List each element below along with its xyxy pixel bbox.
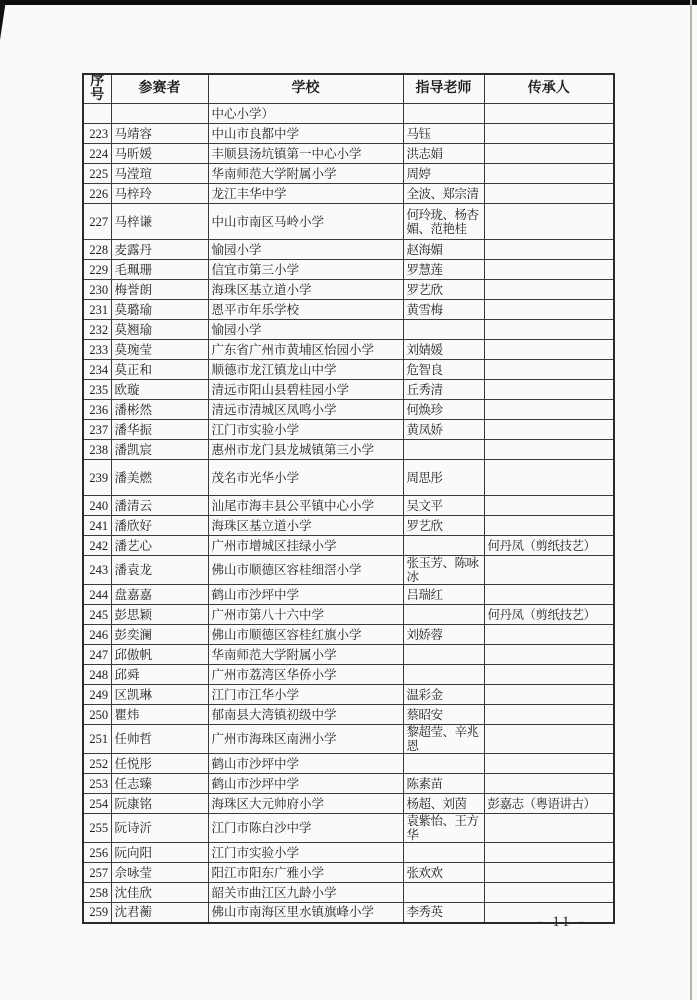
cell-teacher: [403, 754, 484, 774]
table-row: [83, 144, 614, 164]
cell-inheritor: [484, 124, 614, 144]
cell-inheritor: [484, 400, 614, 420]
cell-school: 广州市海珠区南洲小学: [208, 725, 403, 754]
cell-name: 阮诗沂: [111, 814, 208, 843]
cell-inheritor: [484, 144, 614, 164]
cell-name: 潘华振: [111, 420, 208, 440]
cell-name: 莫璐瑜: [111, 300, 208, 320]
cell-name: 马梓谦: [111, 204, 208, 240]
table-row: [83, 605, 614, 625]
cell-school: 清远市阳山县碧桂园小学: [208, 380, 403, 400]
cell-school: 华南师范大学附属小学: [208, 164, 403, 184]
cell-no: 224: [83, 144, 111, 164]
cell-school: 丰顺县汤坑镇第一中心小学: [208, 144, 403, 164]
cell-school: 郁南县大湾镇初级中学: [208, 705, 403, 725]
table-row: [83, 516, 614, 536]
cell-inheritor: [484, 625, 614, 645]
cell-inheritor: [484, 496, 614, 516]
table-row: [83, 240, 614, 260]
cell-no: 250: [83, 705, 111, 725]
cell-teacher: 何焕珍: [403, 400, 484, 420]
cell-no: 227: [83, 204, 111, 240]
cell-school: 中山市南区马岭小学: [208, 204, 403, 240]
cell-name: 盘嘉嘉: [111, 585, 208, 605]
table-row: [83, 625, 614, 645]
cell-inheritor: [484, 240, 614, 260]
table-row: [83, 645, 614, 665]
cell-no: 259: [83, 903, 111, 923]
cell-school: 信宜市第三小学: [208, 260, 403, 280]
cell-inheritor: [484, 705, 614, 725]
table-row: [83, 665, 614, 685]
cell-school: 鹤山市沙坪中学: [208, 774, 403, 794]
cell-teacher: 黄雪梅: [403, 300, 484, 320]
cell-school: 中山市良都中学: [208, 124, 403, 144]
cell-no: 247: [83, 645, 111, 665]
cell-teacher: [403, 883, 484, 903]
table-header: [83, 74, 614, 104]
cell-no: 241: [83, 516, 111, 536]
table-row: [83, 585, 614, 605]
cell-school: 江门市陈白沙中学: [208, 814, 403, 843]
cell-teacher: 罗艺欣: [403, 280, 484, 300]
cell-name: 邱舜: [111, 665, 208, 685]
scan-artifact-top-edge: [0, 0, 697, 5]
column-header-3: 指导老师: [403, 74, 484, 104]
cell-school: 佛山市南海区里水镇旗峰小学: [208, 903, 403, 923]
table-row: [83, 420, 614, 440]
cell-inheritor: [484, 380, 614, 400]
table-row: [83, 400, 614, 420]
cell-inheritor: [484, 320, 614, 340]
cell-no: 253: [83, 774, 111, 794]
cell-inheritor: [484, 340, 614, 360]
cell-no: 236: [83, 400, 111, 420]
cell-name: 马梓玲: [111, 184, 208, 204]
cell-teacher: 黄凤娇: [403, 420, 484, 440]
cell-name: 邱傲帆: [111, 645, 208, 665]
cell-name: 潘欣好: [111, 516, 208, 536]
cell-inheritor: [484, 204, 614, 240]
cell-inheritor: [484, 516, 614, 536]
table-row: [83, 460, 614, 496]
cell-school: 顺德市龙江镇龙山中学: [208, 360, 403, 380]
cell-teacher: 黎超莹、辛兆恩: [403, 725, 484, 754]
cell-school: 中心小学）: [208, 104, 403, 124]
cell-teacher: 吕瑞红: [403, 585, 484, 605]
participants-table: [82, 73, 615, 924]
cell-name: 区凯琳: [111, 685, 208, 705]
cell-school: 惠州市龙门县龙城镇第三小学: [208, 440, 403, 460]
cell-inheritor: [484, 774, 614, 794]
cell-teacher: 陈素苗: [403, 774, 484, 794]
table-row: [83, 794, 614, 814]
cell-name: 莫琬莹: [111, 340, 208, 360]
cell-school: 鹤山市沙坪中学: [208, 585, 403, 605]
cell-teacher: [403, 104, 484, 124]
cell-inheritor: [484, 883, 614, 903]
cell-teacher: 吴文平: [403, 496, 484, 516]
cell-no: 257: [83, 863, 111, 883]
column-header-1: 参赛者: [111, 74, 208, 104]
table-row: [83, 774, 614, 794]
table-row: [83, 124, 614, 144]
cell-no: 223: [83, 124, 111, 144]
cell-inheritor: [484, 685, 614, 705]
cell-inheritor: [484, 585, 614, 605]
cell-name: 潘美燃: [111, 460, 208, 496]
cell-no: 242: [83, 536, 111, 556]
cell-name: 毛珮珊: [111, 260, 208, 280]
cell-inheritor: [484, 300, 614, 320]
cell-name: [111, 104, 208, 124]
scan-artifact-left-edge: [0, 0, 6, 40]
column-header-4: 传承人: [484, 74, 614, 104]
cell-teacher: 蔡昭安: [403, 705, 484, 725]
cell-school: 广州市荔湾区华侨小学: [208, 665, 403, 685]
cell-name: 任帅哲: [111, 725, 208, 754]
cell-school: 海珠区大元帅府小学: [208, 794, 403, 814]
cell-school: 广东省广州市黄埔区怡园小学: [208, 340, 403, 360]
cell-inheritor: [484, 754, 614, 774]
cell-name: 欧璇: [111, 380, 208, 400]
cell-school: 江门市江华小学: [208, 685, 403, 705]
table-row: [83, 104, 614, 124]
table-row: [83, 164, 614, 184]
cell-name: 潘彬然: [111, 400, 208, 420]
table-row: [83, 556, 614, 585]
cell-inheritor: [484, 360, 614, 380]
cell-teacher: 刘娇蓉: [403, 625, 484, 645]
cell-school: 清远市清城区凤鸣小学: [208, 400, 403, 420]
table-row: [83, 725, 614, 754]
cell-no: 248: [83, 665, 111, 685]
cell-school: 江门市实验小学: [208, 843, 403, 863]
cell-school: 海珠区基立道小学: [208, 280, 403, 300]
cell-name: 莫正和: [111, 360, 208, 380]
cell-name: 阮向阳: [111, 843, 208, 863]
cell-school: 江门市实验小学: [208, 420, 403, 440]
cell-name: 潘袁龙: [111, 556, 208, 585]
cell-inheritor: [484, 420, 614, 440]
cell-no: 238: [83, 440, 111, 460]
cell-inheritor: [484, 260, 614, 280]
cell-name: 佘咏莹: [111, 863, 208, 883]
cell-school: 龙江丰华中学: [208, 184, 403, 204]
cell-school: 海珠区基立道小学: [208, 516, 403, 536]
cell-teacher: 周思彤: [403, 460, 484, 496]
cell-teacher: [403, 440, 484, 460]
cell-inheritor: [484, 164, 614, 184]
table-row: [83, 814, 614, 843]
cell-teacher: [403, 605, 484, 625]
column-header-2: 学校: [208, 74, 403, 104]
cell-name: 潘清云: [111, 496, 208, 516]
cell-name: 沈君蘅: [111, 903, 208, 923]
table-row: [83, 184, 614, 204]
cell-teacher: 洪志娟: [403, 144, 484, 164]
cell-inheritor: [484, 665, 614, 685]
cell-name: 沈佳欣: [111, 883, 208, 903]
cell-name: 梅誉朗: [111, 280, 208, 300]
table-header-row: [83, 74, 614, 104]
table-row: [83, 204, 614, 240]
cell-no: [83, 104, 111, 124]
cell-no: 240: [83, 496, 111, 516]
table-row: [83, 536, 614, 556]
cell-teacher: 危智良: [403, 360, 484, 380]
cell-teacher: [403, 665, 484, 685]
table-row: [83, 754, 614, 774]
table-row: [83, 340, 614, 360]
cell-name: 潘艺心: [111, 536, 208, 556]
cell-teacher: 罗慧莲: [403, 260, 484, 280]
cell-no: 235: [83, 380, 111, 400]
cell-inheritor: [484, 556, 614, 585]
table-row: [83, 685, 614, 705]
cell-school: 广州市增城区挂绿小学: [208, 536, 403, 556]
cell-school: 茂名市光华小学: [208, 460, 403, 496]
cell-name: 莫翘瑜: [111, 320, 208, 340]
cell-inheritor: 何丹凤（剪纸技艺）: [484, 605, 614, 625]
cell-no: 255: [83, 814, 111, 843]
cell-school: 鹤山市沙坪中学: [208, 754, 403, 774]
cell-name: 马昕媛: [111, 144, 208, 164]
cell-name: 阮康铭: [111, 794, 208, 814]
table-row: [83, 863, 614, 883]
cell-school: 汕尾市海丰县公平镇中心小学: [208, 496, 403, 516]
cell-name: 彭奕澜: [111, 625, 208, 645]
cell-no: 231: [83, 300, 111, 320]
cell-teacher: 杨超、刘茵: [403, 794, 484, 814]
cell-no: 232: [83, 320, 111, 340]
cell-school: 恩平市年乐学校: [208, 300, 403, 320]
cell-no: 258: [83, 883, 111, 903]
cell-name: 马靖容: [111, 124, 208, 144]
cell-no: 228: [83, 240, 111, 260]
cell-name: 任志臻: [111, 774, 208, 794]
cell-teacher: 赵海媚: [403, 240, 484, 260]
cell-teacher: 何玲珑、杨杏媚、范艳桂: [403, 204, 484, 240]
column-header-0: 序号: [83, 74, 111, 104]
table-row: [83, 300, 614, 320]
cell-no: 230: [83, 280, 111, 300]
cell-school: 佛山市顺德区容桂细滘小学: [208, 556, 403, 585]
cell-no: 229: [83, 260, 111, 280]
table-row: [83, 496, 614, 516]
cell-no: 254: [83, 794, 111, 814]
cell-teacher: 罗艺欣: [403, 516, 484, 536]
cell-teacher: [403, 843, 484, 863]
cell-teacher: 周婷: [403, 164, 484, 184]
cell-teacher: 丘秀清: [403, 380, 484, 400]
cell-no: 245: [83, 605, 111, 625]
cell-no: 252: [83, 754, 111, 774]
cell-inheritor: 彭嘉志（粤语讲古）: [484, 794, 614, 814]
cell-no: 234: [83, 360, 111, 380]
cell-teacher: 全波、郑宗清: [403, 184, 484, 204]
cell-teacher: [403, 645, 484, 665]
cell-teacher: [403, 536, 484, 556]
cell-name: 彭思颖: [111, 605, 208, 625]
cell-name: 麦露丹: [111, 240, 208, 260]
cell-inheritor: [484, 814, 614, 843]
table-row: [83, 705, 614, 725]
cell-teacher: 李秀英: [403, 903, 484, 923]
cell-name: 任悦彤: [111, 754, 208, 774]
page-number: - 11 -: [538, 914, 587, 930]
cell-no: 256: [83, 843, 111, 863]
cell-no: 225: [83, 164, 111, 184]
table-row: [83, 320, 614, 340]
cell-no: 246: [83, 625, 111, 645]
cell-inheritor: [484, 184, 614, 204]
cell-no: 233: [83, 340, 111, 360]
cell-inheritor: 何丹凤（剪纸技艺）: [484, 536, 614, 556]
cell-no: 251: [83, 725, 111, 754]
table-row: [83, 380, 614, 400]
cell-teacher: [403, 320, 484, 340]
cell-teacher: 袁紫怡、王方华: [403, 814, 484, 843]
cell-inheritor: [484, 645, 614, 665]
cell-teacher: 马钰: [403, 124, 484, 144]
cell-inheritor: [484, 843, 614, 863]
cell-no: 243: [83, 556, 111, 585]
cell-teacher: 张欢欢: [403, 863, 484, 883]
cell-inheritor: [484, 460, 614, 496]
cell-school: 愉园小学: [208, 240, 403, 260]
table-row: [83, 280, 614, 300]
cell-inheritor: [484, 863, 614, 883]
cell-no: 237: [83, 420, 111, 440]
scan-artifact-right-line: [690, 0, 692, 1000]
cell-no: 244: [83, 585, 111, 605]
cell-inheritor: [484, 440, 614, 460]
table-row: [83, 260, 614, 280]
table-row: [83, 440, 614, 460]
cell-teacher: 刘婧媛: [403, 340, 484, 360]
cell-inheritor: [484, 280, 614, 300]
cell-inheritor: [484, 725, 614, 754]
cell-no: 249: [83, 685, 111, 705]
cell-school: 华南师范大学附属小学: [208, 645, 403, 665]
cell-school: 阳江市阳东广雅小学: [208, 863, 403, 883]
table-row: [83, 903, 614, 923]
cell-teacher: 温彩金: [403, 685, 484, 705]
cell-name: 潘凯宸: [111, 440, 208, 460]
cell-no: 239: [83, 460, 111, 496]
cell-school: 广州市第八十六中学: [208, 605, 403, 625]
cell-name: 瞿炜: [111, 705, 208, 725]
table-row: [83, 843, 614, 863]
table-row: [83, 360, 614, 380]
cell-school: 韶关市曲江区九龄小学: [208, 883, 403, 903]
cell-school: 佛山市顺德区容桂红旗小学: [208, 625, 403, 645]
cell-name: 马滢瑄: [111, 164, 208, 184]
cell-school: 愉园小学: [208, 320, 403, 340]
cell-inheritor: [484, 104, 614, 124]
table-body: [83, 104, 614, 923]
cell-teacher: 张玉芳、陈咏冰: [403, 556, 484, 585]
cell-no: 226: [83, 184, 111, 204]
table-row: [83, 883, 614, 903]
